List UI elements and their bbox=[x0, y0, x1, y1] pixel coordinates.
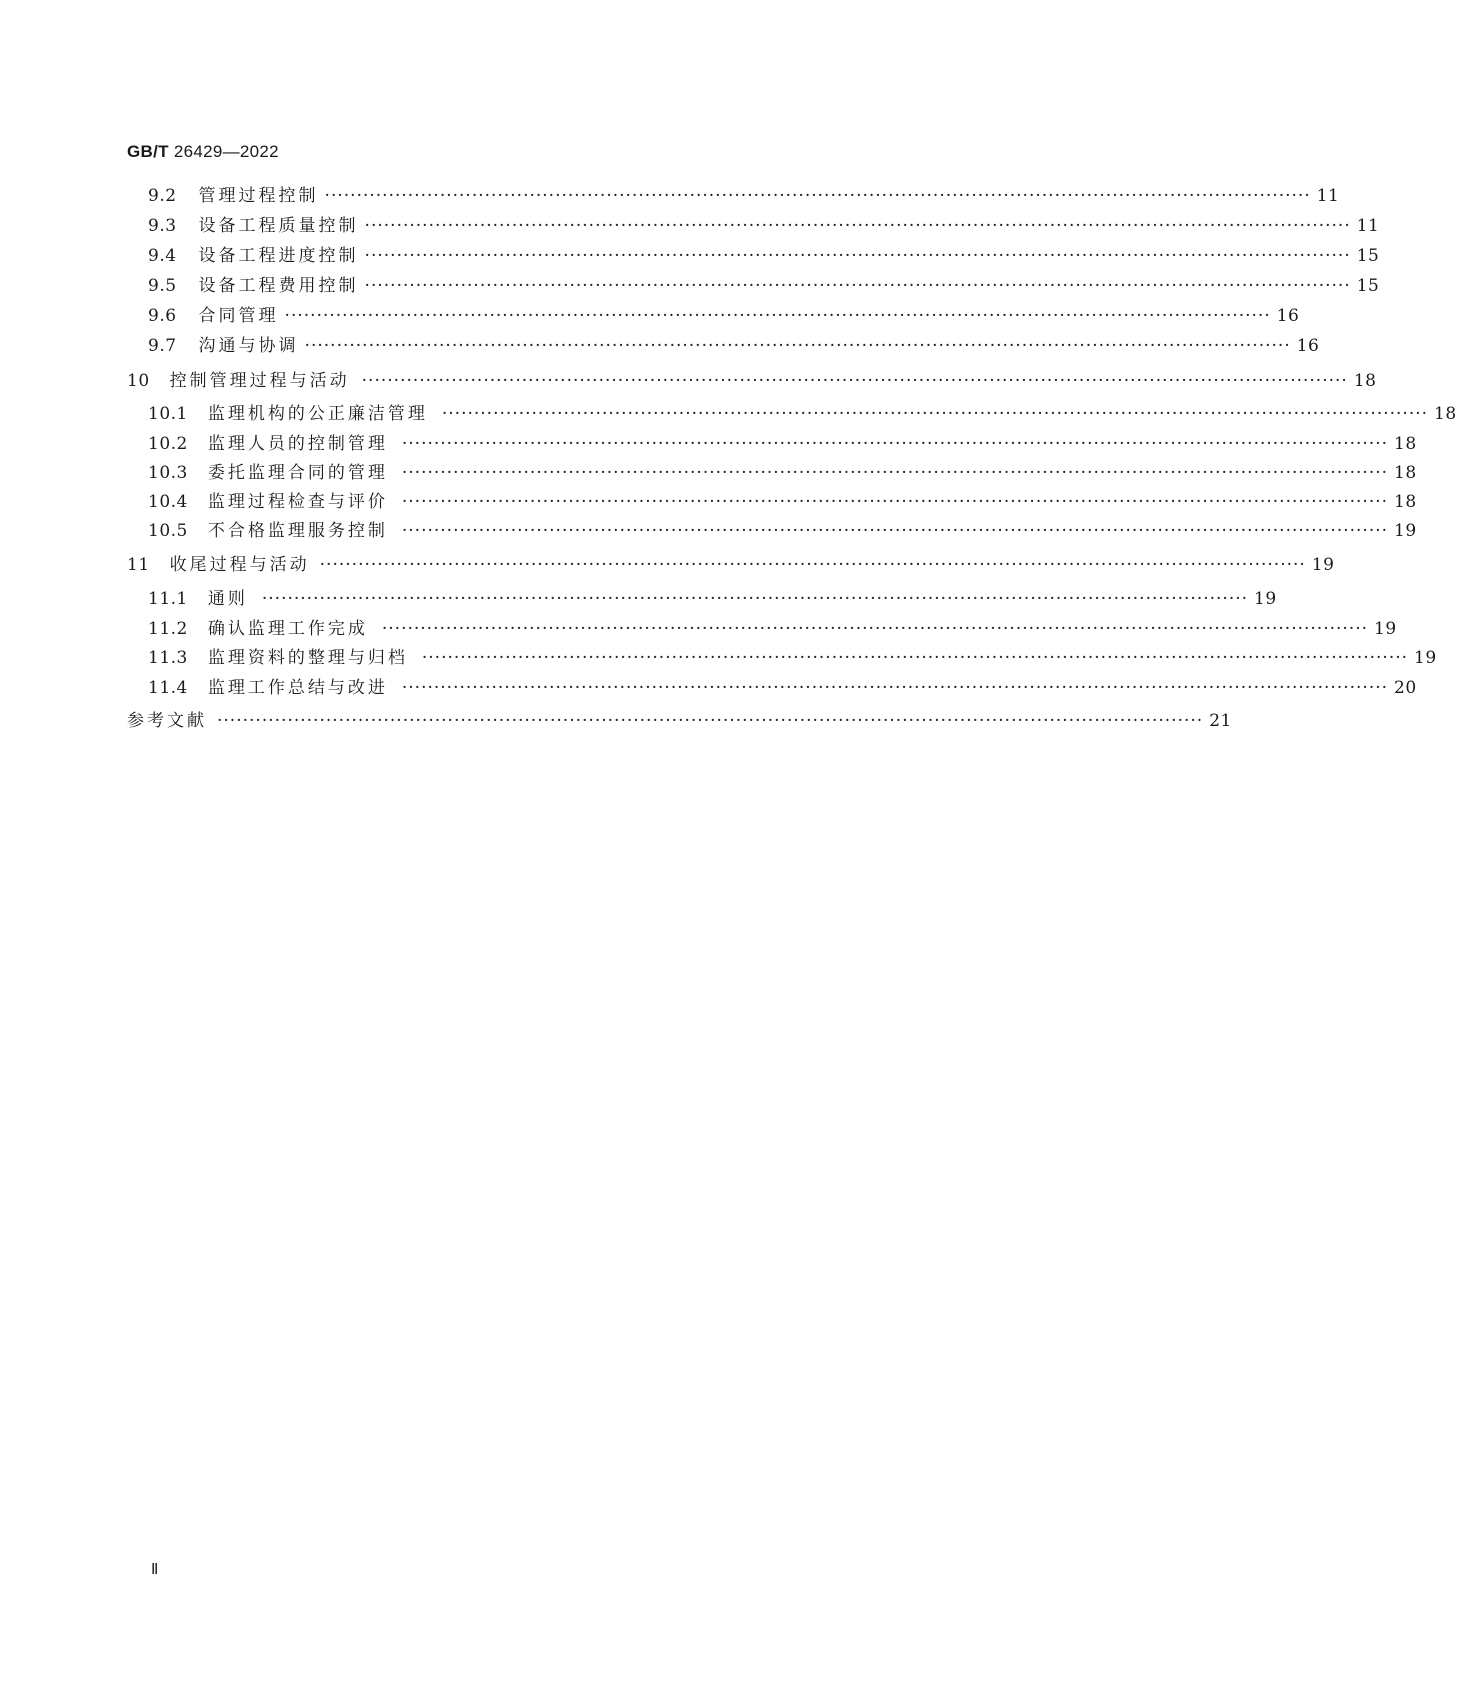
toc-leader-dots: ·························································································································································· bbox=[304, 336, 1291, 356]
toc-entry-11-3[interactable] bbox=[148, 646, 1437, 670]
toc-entry-title: 监理机构的公正廉洁管理 bbox=[207, 404, 428, 424]
toc-entry-page: 16 bbox=[1276, 306, 1300, 326]
toc-entry-9-2[interactable] bbox=[148, 184, 1340, 208]
toc-entry-title: 监理工作总结与改进 bbox=[207, 678, 388, 698]
toc-entry-11-1[interactable] bbox=[148, 587, 1277, 611]
toc-entry-number: 11.2 bbox=[148, 619, 188, 639]
toc-leader-dots: ·························································································································································· bbox=[217, 711, 1204, 731]
toc-leader-dots: ·························································································································································· bbox=[401, 434, 1389, 454]
toc-entry-9-6[interactable] bbox=[148, 304, 1300, 328]
toc-entry-number: 9.6 bbox=[148, 306, 177, 326]
toc-entry-title: 设备工程费用控制 bbox=[198, 276, 359, 296]
toc-entry-10-2[interactable] bbox=[148, 432, 1417, 456]
toc-leader-dots: ·························································································································································· bbox=[401, 678, 1389, 698]
toc-entry-number: 9.4 bbox=[148, 246, 177, 266]
toc-entry-9-5[interactable] bbox=[148, 274, 1380, 298]
toc-leader-dots: ·························································································································································· bbox=[401, 521, 1389, 541]
toc-entry-title: 合同管理 bbox=[198, 306, 279, 326]
toc-leader-dots: ·························································································································································· bbox=[364, 216, 1351, 236]
toc-entry-9-4[interactable] bbox=[148, 244, 1380, 268]
toc-entry-title: 沟通与协调 bbox=[198, 336, 299, 356]
toc-entry-title: 不合格监理服务控制 bbox=[207, 521, 388, 541]
toc-leader-dots: ·························································································································································· bbox=[421, 648, 1409, 668]
page-number: Ⅱ bbox=[151, 1560, 159, 1578]
toc-entry-page: 11 bbox=[1356, 216, 1380, 236]
toc-entry-number: 11 bbox=[127, 555, 150, 575]
toc-entry-title: 收尾过程与活动 bbox=[169, 555, 310, 575]
toc-entry-11-4[interactable] bbox=[148, 676, 1417, 700]
toc-entry-title: 监理资料的整理与归档 bbox=[207, 648, 408, 668]
toc-entry-number: 9.7 bbox=[148, 336, 177, 356]
toc-entry-number: 10.1 bbox=[148, 404, 188, 424]
toc-entry-number: 10.2 bbox=[148, 434, 188, 454]
toc-entry-title: 控制管理过程与活动 bbox=[169, 371, 350, 391]
toc-entry-9-7[interactable] bbox=[148, 334, 1320, 358]
toc-entry-title: 监理过程检查与评价 bbox=[207, 492, 388, 512]
toc-leader-dots: ·························································································································································· bbox=[324, 186, 1311, 206]
toc-leader-dots: ·························································································································································· bbox=[319, 555, 1306, 575]
toc-leader-dots: ·························································································································································· bbox=[284, 306, 1271, 326]
toc-entry-number: 11.3 bbox=[148, 648, 188, 668]
toc-entry-page: 20 bbox=[1394, 678, 1417, 698]
toc-entry-number: 9.3 bbox=[148, 216, 177, 236]
toc-entry-number: 10.4 bbox=[148, 492, 188, 512]
toc-entry-9-3[interactable] bbox=[148, 214, 1380, 238]
toc-leader-dots: ·························································································································································· bbox=[401, 492, 1389, 512]
toc-entry-number: 9.2 bbox=[148, 186, 177, 206]
toc-leader-dots: ·························································································································································· bbox=[441, 404, 1429, 424]
toc-entry-page: 19 bbox=[1394, 521, 1417, 541]
toc-entry-10-4[interactable] bbox=[148, 490, 1417, 514]
toc-entry-page: 19 bbox=[1414, 648, 1437, 668]
standard-number: 26429—2022 bbox=[173, 142, 279, 161]
toc-entry-page: 19 bbox=[1311, 555, 1335, 575]
toc-entry-title: 设备工程质量控制 bbox=[198, 216, 359, 236]
toc-entry-number: 9.5 bbox=[148, 276, 177, 296]
toc-entry-page: 19 bbox=[1254, 589, 1277, 609]
toc-entry-number: 11.1 bbox=[148, 589, 188, 609]
toc-entry-11[interactable] bbox=[127, 553, 1335, 577]
toc-entry-title: 委托监理合同的管理 bbox=[207, 463, 388, 483]
toc-entry-10[interactable] bbox=[127, 369, 1377, 393]
toc-leader-dots: ·························································································································································· bbox=[401, 463, 1389, 483]
toc-entry-title: 设备工程进度控制 bbox=[198, 246, 359, 266]
toc-entry-page: 18 bbox=[1434, 404, 1457, 424]
toc-entry-11-2[interactable] bbox=[148, 617, 1397, 641]
toc-entry-references[interactable] bbox=[127, 709, 1232, 733]
toc-entry-page: 15 bbox=[1356, 246, 1380, 266]
toc-entry-title: 确认监理工作完成 bbox=[207, 619, 368, 639]
toc-entry-number: 10 bbox=[127, 371, 150, 391]
toc-entry-page: 18 bbox=[1394, 492, 1417, 512]
toc-entry-10-3[interactable] bbox=[148, 461, 1417, 485]
toc-leader-dots: ·························································································································································· bbox=[381, 619, 1369, 639]
standard-prefix: GB/T bbox=[127, 142, 169, 161]
toc-entry-page: 19 bbox=[1374, 619, 1397, 639]
toc-entry-title: 参考文献 bbox=[127, 711, 207, 731]
toc-leader-dots: ·························································································································································· bbox=[364, 246, 1351, 266]
toc-leader-dots: ·························································································································································· bbox=[261, 589, 1249, 609]
toc-entry-title: 通则 bbox=[207, 589, 248, 609]
toc-entry-page: 18 bbox=[1353, 371, 1377, 391]
toc-leader-dots: ·························································································································································· bbox=[364, 276, 1351, 296]
toc-entry-page: 15 bbox=[1356, 276, 1380, 296]
toc-entry-title: 管理过程控制 bbox=[198, 186, 319, 206]
toc-entry-page: 16 bbox=[1296, 336, 1320, 356]
toc-entry-number: 10.5 bbox=[148, 521, 188, 541]
toc-leader-dots: ·························································································································································· bbox=[361, 371, 1348, 391]
toc-entry-10-5[interactable] bbox=[148, 519, 1417, 543]
toc-entry-page: 21 bbox=[1209, 711, 1232, 731]
toc-entry-page: 11 bbox=[1316, 186, 1340, 206]
toc-entry-title: 监理人员的控制管理 bbox=[207, 434, 388, 454]
toc-entry-number: 10.3 bbox=[148, 463, 188, 483]
toc-entry-page: 18 bbox=[1394, 463, 1417, 483]
toc-entry-page: 18 bbox=[1394, 434, 1417, 454]
toc-entry-10-1[interactable] bbox=[148, 402, 1457, 426]
toc-entry-number: 11.4 bbox=[148, 678, 188, 698]
